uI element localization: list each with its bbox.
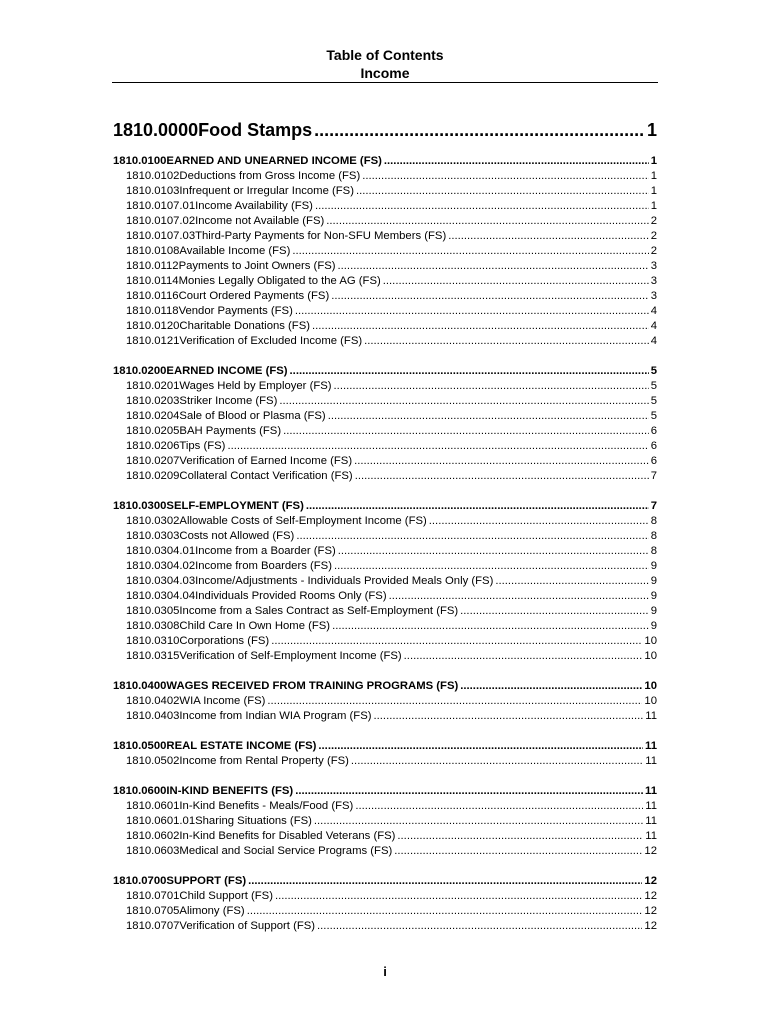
dot-leader: [314, 814, 643, 829]
entry-page: 8: [650, 515, 657, 527]
entry-page: 7: [650, 500, 657, 512]
entry-page: 10: [644, 650, 657, 662]
toc-subsection-entry[interactable]: [113, 514, 657, 529]
entry-number: 1810.0502: [126, 755, 180, 767]
entry-title: In-Kind Benefits for Disabled Veterans (FS): [179, 830, 396, 842]
entry-number: 1810.0403: [126, 710, 180, 722]
toc-subsection-entry[interactable]: [113, 244, 657, 259]
table-of-contents: [113, 118, 657, 934]
entry-page: 1: [650, 185, 657, 197]
toc-subsection-entry[interactable]: [113, 904, 657, 919]
dot-leader: [495, 574, 648, 589]
entry-number: 1810.0206: [126, 440, 180, 452]
dot-leader: [404, 649, 643, 664]
entry-number: 1810.0308: [126, 620, 180, 632]
toc-section-entry[interactable]: [113, 679, 657, 694]
dot-leader: [334, 559, 649, 574]
page-number: i: [383, 964, 387, 979]
toc-subsection-entry[interactable]: [113, 574, 657, 589]
main-entry-number: 1810.0000: [113, 120, 199, 140]
entry-page: 5: [650, 395, 657, 407]
toc-subsection-entry[interactable]: [113, 829, 657, 844]
entry-title: Charitable Donations (FS): [179, 320, 311, 332]
entry-number: 1810.0209: [126, 470, 180, 482]
dot-leader: [328, 409, 649, 424]
toc-subsection-entry[interactable]: [113, 334, 657, 349]
toc-subsection-entry[interactable]: [113, 259, 657, 274]
entry-page: 6: [650, 425, 657, 437]
toc-subsection-entry[interactable]: [113, 694, 657, 709]
entry-title: Income from Rental Property (FS): [179, 755, 349, 767]
entry-page: 5: [650, 380, 657, 392]
toc-subsection-entry[interactable]: [113, 544, 657, 559]
toc-subsection-entry[interactable]: [113, 814, 657, 829]
toc-subsection-entry[interactable]: [113, 634, 657, 649]
entry-page: 2: [650, 215, 657, 227]
toc-subsection-entry[interactable]: [113, 169, 657, 184]
entry-number: 1810.0304.01: [126, 545, 196, 557]
entry-page: 8: [650, 545, 657, 557]
dot-leader: [318, 739, 643, 754]
entry-number: 1810.0303: [126, 530, 180, 542]
entry-page: 9: [650, 620, 657, 632]
entry-page: 11: [645, 785, 657, 797]
entry-title: WIA Income (FS): [179, 695, 266, 707]
dot-leader: [334, 379, 649, 394]
entry-number: 1810.0700: [113, 875, 167, 887]
entry-number: 1810.0602: [126, 830, 180, 842]
toc-section-entry[interactable]: [113, 784, 657, 799]
entry-number: 1810.0121: [126, 335, 180, 347]
entry-title: EARNED AND UNEARNED INCOME (FS): [166, 155, 382, 167]
entry-page: 3: [650, 275, 657, 287]
dot-leader: [389, 589, 649, 604]
entry-number: 1810.0701: [126, 890, 180, 902]
entry-number: 1810.0116: [126, 290, 179, 302]
entry-title: IN-KIND BENEFITS (FS): [166, 785, 294, 797]
entry-page: 11: [645, 800, 657, 812]
toc-subsection-entry[interactable]: [113, 709, 657, 724]
header-subtitle: Income: [360, 65, 410, 81]
entry-page: 10: [644, 695, 657, 707]
toc-main-entry[interactable]: [113, 118, 657, 142]
entry-number: 1810.0200: [113, 365, 167, 377]
entry-title: Verification of Earned Income (FS): [179, 455, 353, 467]
entry-title: REAL ESTATE INCOME (FS): [166, 740, 317, 752]
entry-title: Income Availability (FS): [195, 200, 313, 212]
toc-subsection-entry[interactable]: [113, 844, 657, 859]
entry-title: Payments to Joint Owners (FS): [178, 260, 336, 272]
dot-leader: [355, 799, 643, 814]
toc-section-entry[interactable]: [113, 154, 657, 169]
entry-number: 1810.0204: [126, 410, 180, 422]
entry-title: Monies Legally Obligated to the AG (FS): [178, 275, 381, 287]
entry-page: 5: [650, 410, 657, 422]
dot-leader: [279, 394, 648, 409]
entry-title: Costs not Allowed (FS): [179, 530, 295, 542]
dot-leader: [248, 874, 642, 889]
toc-subsection-entry[interactable]: [113, 469, 657, 484]
dot-leader: [271, 634, 642, 649]
dot-leader: [306, 499, 649, 514]
entry-title: Striker Income (FS): [179, 395, 278, 407]
entry-page: 11: [645, 815, 657, 827]
entry-title: EARNED INCOME (FS): [166, 365, 288, 377]
dot-leader: [460, 604, 649, 619]
entry-number: 1810.0108: [126, 245, 180, 257]
section-spacer: [113, 349, 657, 364]
page-header: [0, 46, 770, 82]
toc-subsection-entry[interactable]: [113, 529, 657, 544]
entry-page: 3: [650, 260, 657, 272]
entry-title: Verification of Support (FS): [179, 920, 316, 932]
dot-leader: [295, 784, 643, 799]
dot-leader: [312, 319, 649, 334]
dot-leader: [384, 154, 649, 169]
toc-subsection-entry[interactable]: [113, 289, 657, 304]
toc-subsection-entry[interactable]: [113, 439, 657, 454]
entry-title: SUPPORT (FS): [166, 875, 247, 887]
entry-page: 12: [644, 920, 657, 932]
entry-title: Income from a Sales Contract as Self-Employment (FS): [179, 605, 459, 617]
entry-number: 1810.0310: [126, 635, 180, 647]
entry-page: 10: [644, 680, 657, 692]
toc-subsection-entry[interactable]: [113, 379, 657, 394]
entry-page: 5: [650, 365, 657, 377]
toc-subsection-entry[interactable]: [113, 274, 657, 289]
entry-number: 1810.0102: [126, 170, 180, 182]
entry-number: 1810.0600: [113, 785, 167, 797]
entry-number: 1810.0400: [113, 680, 167, 692]
dot-leader: [362, 169, 648, 184]
entry-page: 4: [650, 335, 657, 347]
dot-leader: [267, 694, 642, 709]
main-entry-title: Food Stamps: [198, 120, 313, 140]
toc-section-entry[interactable]: [113, 499, 657, 514]
entry-title: Verification of Self-Employment Income (FS): [179, 650, 402, 662]
entry-title: Income from a Boarder (FS): [195, 545, 336, 557]
toc-subsection-entry[interactable]: [113, 619, 657, 634]
dot-leader: [338, 259, 649, 274]
main-entry-page: 1: [646, 120, 657, 140]
entry-page: 11: [645, 710, 657, 722]
toc-subsection-entry[interactable]: [113, 799, 657, 814]
dot-leader: [317, 919, 642, 934]
entry-title: WAGES RECEIVED FROM TRAINING PROGRAMS (FS): [166, 680, 459, 692]
toc-subsection-entry[interactable]: [113, 229, 657, 244]
dot-leader: [397, 829, 643, 844]
dot-leader: [315, 199, 649, 214]
entry-page: 6: [650, 455, 657, 467]
dot-leader: [429, 514, 649, 529]
toc-subsection-entry[interactable]: [113, 919, 657, 934]
entry-title: Wages Held by Employer (FS): [179, 380, 332, 392]
toc-section-entry[interactable]: [113, 364, 657, 379]
dot-leader: [326, 214, 648, 229]
dot-leader: [356, 184, 649, 199]
dot-leader: [283, 424, 649, 439]
dot-leader: [338, 544, 649, 559]
entry-page: 3: [650, 290, 657, 302]
entry-title: Third-Party Payments for Non-SFU Members (FS): [195, 230, 447, 242]
section-spacer: [113, 484, 657, 499]
toc-subsection-entry[interactable]: [113, 409, 657, 424]
entry-number: 1810.0601: [126, 800, 180, 812]
toc-subsection-entry[interactable]: [113, 454, 657, 469]
dot-leader: [275, 889, 642, 904]
entry-page: 11: [645, 740, 657, 752]
entry-title: Court Ordered Payments (FS): [178, 290, 330, 302]
entry-page: 7: [650, 470, 657, 482]
toc-subsection-entry[interactable]: [113, 304, 657, 319]
entry-page: 1: [650, 170, 657, 182]
dot-leader: [332, 619, 649, 634]
entry-page: 9: [650, 605, 657, 617]
entry-number: 1810.0114: [126, 275, 179, 287]
entry-title: Individuals Provided Rooms Only (FS): [195, 590, 387, 602]
entry-page: 10: [644, 635, 657, 647]
entry-title: Collateral Contact Verification (FS): [179, 470, 353, 482]
entry-page: 11: [645, 830, 657, 842]
entry-number: 1810.0103: [126, 185, 180, 197]
entry-title: Available Income (FS): [179, 245, 291, 257]
entry-title: Child Care In Own Home (FS): [179, 620, 331, 632]
entry-title: Infrequent or Irregular Income (FS): [179, 185, 354, 197]
section-spacer: [113, 664, 657, 679]
toc-subsection-entry[interactable]: [113, 319, 657, 334]
entry-title: Income from Indian WIA Program (FS): [179, 710, 372, 722]
entry-title: In-Kind Benefits - Meals/Food (FS): [179, 800, 354, 812]
entry-page: 1: [650, 155, 657, 167]
entry-title: Income from Boarders (FS): [195, 560, 332, 572]
entry-page: 6: [650, 440, 657, 452]
entry-page: 4: [650, 320, 657, 332]
dot-leader: [247, 904, 643, 919]
entry-page: 9: [650, 560, 657, 572]
dot-leader: [374, 709, 644, 724]
toc-subsection-entry[interactable]: [113, 184, 657, 199]
section-spacer: [113, 859, 657, 874]
entry-page: 12: [644, 875, 657, 887]
entry-page: 2: [650, 230, 657, 242]
entry-title: Child Support (FS): [179, 890, 273, 902]
dot-leader: [227, 439, 648, 454]
entry-number: 1810.0107.02: [126, 215, 196, 227]
header-title: Table of Contents: [326, 47, 444, 63]
dot-leader: [364, 334, 649, 349]
entry-number: 1810.0112: [126, 260, 179, 272]
entry-page: 12: [644, 890, 657, 902]
entry-title: Vendor Payments (FS): [178, 305, 293, 317]
entry-page: 9: [650, 590, 657, 602]
entry-number: 1810.0201: [126, 380, 180, 392]
entry-number: 1810.0402: [126, 695, 180, 707]
entry-title: Allowable Costs of Self-Employment Income (FS): [179, 515, 427, 527]
entry-number: 1810.0120: [126, 320, 180, 332]
dot-leader: [351, 754, 643, 769]
dot-leader: [295, 304, 649, 319]
dot-leader: [460, 679, 642, 694]
header-rule: [112, 82, 658, 83]
entry-page: 9: [650, 575, 657, 587]
dot-leader: [296, 529, 648, 544]
dot-leader: [314, 118, 645, 142]
dot-leader: [354, 454, 649, 469]
entry-number: 1810.0304.04: [126, 590, 196, 602]
section-spacer: [113, 724, 657, 739]
dot-leader: [292, 244, 648, 259]
entry-number: 1810.0705: [126, 905, 180, 917]
toc-subsection-entry[interactable]: [113, 394, 657, 409]
entry-number: 1810.0302: [126, 515, 180, 527]
entry-number: 1810.0304.02: [126, 560, 196, 572]
entry-number: 1810.0100: [113, 155, 167, 167]
dot-leader: [448, 229, 649, 244]
dot-leader: [290, 364, 649, 379]
entry-title: Income not Available (FS): [195, 215, 325, 227]
entry-title: Medical and Social Service Programs (FS): [179, 845, 393, 857]
entry-number: 1810.0107.01: [126, 200, 196, 212]
entry-title: Corporations (FS): [179, 635, 270, 647]
toc-section-entry[interactable]: [113, 874, 657, 889]
entry-number: 1810.0205: [126, 425, 180, 437]
entry-page: 4: [650, 305, 657, 317]
entry-title: Deductions from Gross Income (FS): [179, 170, 361, 182]
dot-leader: [383, 274, 649, 289]
entry-title: BAH Payments (FS): [179, 425, 282, 437]
entry-number: 1810.0601.01: [126, 815, 196, 827]
toc-subsection-entry[interactable]: [113, 889, 657, 904]
entry-number: 1810.0603: [126, 845, 180, 857]
entry-title: Income/Adjustments - Individuals Provided Meals Only (FS): [195, 575, 494, 587]
section-spacer: [113, 769, 657, 784]
dot-leader: [355, 469, 649, 484]
toc-subsection-entry[interactable]: [113, 214, 657, 229]
entry-title: Tips (FS): [179, 440, 226, 452]
entry-page: 12: [644, 905, 657, 917]
entry-title: SELF-EMPLOYMENT (FS): [166, 500, 304, 512]
entry-page: 11: [645, 755, 657, 767]
entry-number: 1810.0118: [126, 305, 179, 317]
toc-subsection-entry[interactable]: [113, 604, 657, 619]
toc-subsection-entry[interactable]: [113, 559, 657, 574]
entry-number: 1810.0315: [126, 650, 180, 662]
toc-subsection-entry[interactable]: [113, 424, 657, 439]
entry-number: 1810.0304.03: [126, 575, 196, 587]
toc-body: [113, 154, 657, 934]
entry-title: Verification of Excluded Income (FS): [179, 335, 363, 347]
entry-page: 8: [650, 530, 657, 542]
entry-number: 1810.0305: [126, 605, 180, 617]
toc-section-entry[interactable]: [113, 739, 657, 754]
toc-subsection-entry[interactable]: [113, 199, 657, 214]
dot-leader: [331, 289, 648, 304]
entry-number: 1810.0203: [126, 395, 180, 407]
toc-subsection-entry[interactable]: [113, 589, 657, 604]
entry-number: 1810.0300: [113, 500, 167, 512]
toc-subsection-entry[interactable]: [113, 649, 657, 664]
entry-title: Sharing Situations (FS): [195, 815, 312, 827]
toc-subsection-entry[interactable]: [113, 754, 657, 769]
entry-page: 2: [650, 245, 657, 257]
entry-number: 1810.0207: [126, 455, 180, 467]
entry-number: 1810.0707: [126, 920, 180, 932]
entry-title: Alimony (FS): [179, 905, 245, 917]
dot-leader: [394, 844, 642, 859]
entry-number: 1810.0107.03: [126, 230, 196, 242]
entry-number: 1810.0500: [113, 740, 167, 752]
entry-title: Sale of Blood or Plasma (FS): [179, 410, 326, 422]
entry-page: 1: [650, 200, 657, 212]
entry-page: 12: [644, 845, 657, 857]
